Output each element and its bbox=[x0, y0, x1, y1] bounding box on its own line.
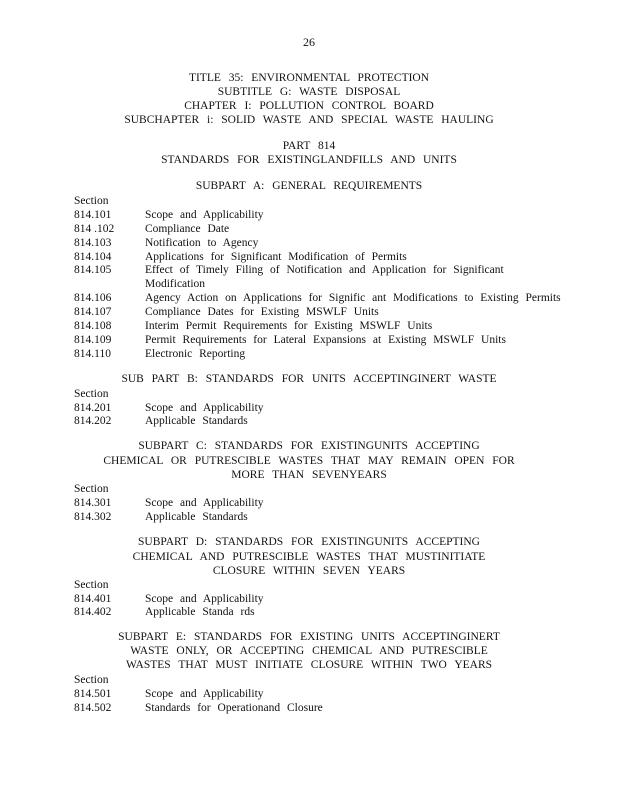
section-number: 814.501 bbox=[74, 688, 112, 700]
section-number: 814 .102 bbox=[74, 223, 115, 235]
section-number: 814.202 bbox=[74, 415, 112, 427]
section-number: 814.108 bbox=[74, 320, 112, 332]
section-title: Effect of Timely Filing of Notification and Application for Significant bbox=[145, 264, 504, 276]
subpart-e-heading-line-2: WASTE ONLY, OR ACCEPTING CHEMICAL AND PUTRESCIBLE bbox=[130, 645, 488, 657]
section-title-continuation: Modification bbox=[145, 278, 206, 290]
section-number: 814.401 bbox=[74, 593, 112, 605]
section-title: Notification to Agency bbox=[145, 237, 259, 249]
section-number: 814.302 bbox=[74, 511, 112, 523]
subpart-d-heading-line-3: CLOSURE WITHIN SEVEN YEARS bbox=[212, 565, 406, 577]
section-title: Compliance Date bbox=[145, 223, 230, 235]
section-title: Permit Requirements for Lateral Expansions at Existing MSWLF Units bbox=[145, 334, 506, 346]
section-number: 814.109 bbox=[74, 334, 112, 346]
section-number: 814.101 bbox=[74, 209, 112, 221]
section-number: 814.201 bbox=[74, 402, 112, 414]
section-number: 814.103 bbox=[74, 237, 112, 249]
subchapter-line: SUBCHAPTER i: SOLID WASTE AND SPECIAL WASTE HAULING bbox=[124, 114, 494, 126]
section-title: Scope and Applicability bbox=[145, 497, 264, 509]
section-title: Standards for Operationand Closure bbox=[145, 702, 323, 714]
section-label: Section bbox=[74, 388, 109, 400]
section-label: Section bbox=[74, 195, 109, 207]
section-number: 814.502 bbox=[74, 702, 112, 714]
subtitle-line: SUBTITLE G: WASTE DISPOSAL bbox=[217, 86, 401, 98]
section-number: 814.105 bbox=[74, 264, 112, 276]
part-title: STANDARDS FOR EXISTINGLANDFILLS AND UNITS bbox=[161, 154, 457, 166]
section-label: Section bbox=[74, 579, 109, 591]
section-number: 814.402 bbox=[74, 606, 112, 618]
section-title: Applicable Standa rds bbox=[145, 606, 255, 618]
section-number: 814.110 bbox=[74, 348, 111, 360]
subpart-a-heading: SUBPART A: GENERAL REQUIREMENTS bbox=[195, 180, 423, 192]
subpart-c-heading-line-1: SUBPART C: STANDARDS FOR EXISTINGUNITS ACCEPTING bbox=[138, 440, 480, 452]
subpart-c-heading-line-2: CHEMICAL OR PUTRESCIBLE WASTES THAT MAY REMAIN OPEN FOR bbox=[103, 455, 515, 467]
page-number: 26 bbox=[303, 35, 315, 49]
section-number: 814.104 bbox=[74, 251, 112, 263]
section-number: 814.106 bbox=[74, 292, 112, 304]
section-title: Scope and Applicability bbox=[145, 402, 264, 414]
subpart-c-heading-line-3: MORE THAN SEVENYEARS bbox=[231, 469, 387, 481]
section-title: Agency Action on Applications for Signific ant Modifications to Existing Permits bbox=[145, 292, 561, 304]
section-label: Section bbox=[74, 483, 109, 495]
part-number: PART 814 bbox=[282, 140, 336, 152]
section-title: Applicable Standards bbox=[145, 415, 248, 427]
subpart-e-heading-line-3: WASTES THAT MUST INITIATE CLOSURE WITHIN TWO YEARS bbox=[125, 659, 493, 671]
section-title: Electronic Reporting bbox=[145, 348, 246, 360]
section-number: 814.107 bbox=[74, 306, 112, 318]
section-title: Compliance Dates for Existing MSWLF Units bbox=[145, 306, 379, 318]
section-title: Applications for Significant Modification of Permits bbox=[145, 251, 407, 263]
subpart-d-heading-line-2: CHEMICAL AND PUTRESCIBLE WASTES THAT MUSTINITIATE bbox=[132, 551, 486, 563]
section-title: Applicable Standards bbox=[145, 511, 248, 523]
section-title: Scope and Applicability bbox=[145, 593, 264, 605]
chapter-line: CHAPTER I: POLLUTION CONTROL BOARD bbox=[184, 100, 434, 112]
title-line: TITLE 35: ENVIRONMENTAL PROTECTION bbox=[188, 72, 430, 84]
subpart-b-heading: SUB PART B: STANDARDS FOR UNITS ACCEPTINGINERT WASTE bbox=[121, 373, 497, 385]
section-label: Section bbox=[74, 674, 109, 686]
section-number: 814.301 bbox=[74, 497, 112, 509]
section-title: Scope and Applicability bbox=[145, 688, 264, 700]
section-title: Interim Permit Requirements for Existing MSWLF Units bbox=[145, 320, 433, 332]
section-title: Scope and Applicability bbox=[145, 209, 264, 221]
subpart-d-heading-line-1: SUBPART D: STANDARDS FOR EXISTINGUNITS ACCEPTING bbox=[138, 536, 480, 548]
subpart-e-heading-line-1: SUBPART E: STANDARDS FOR EXISTING UNITS ACCEPTINGINERT bbox=[118, 631, 500, 643]
